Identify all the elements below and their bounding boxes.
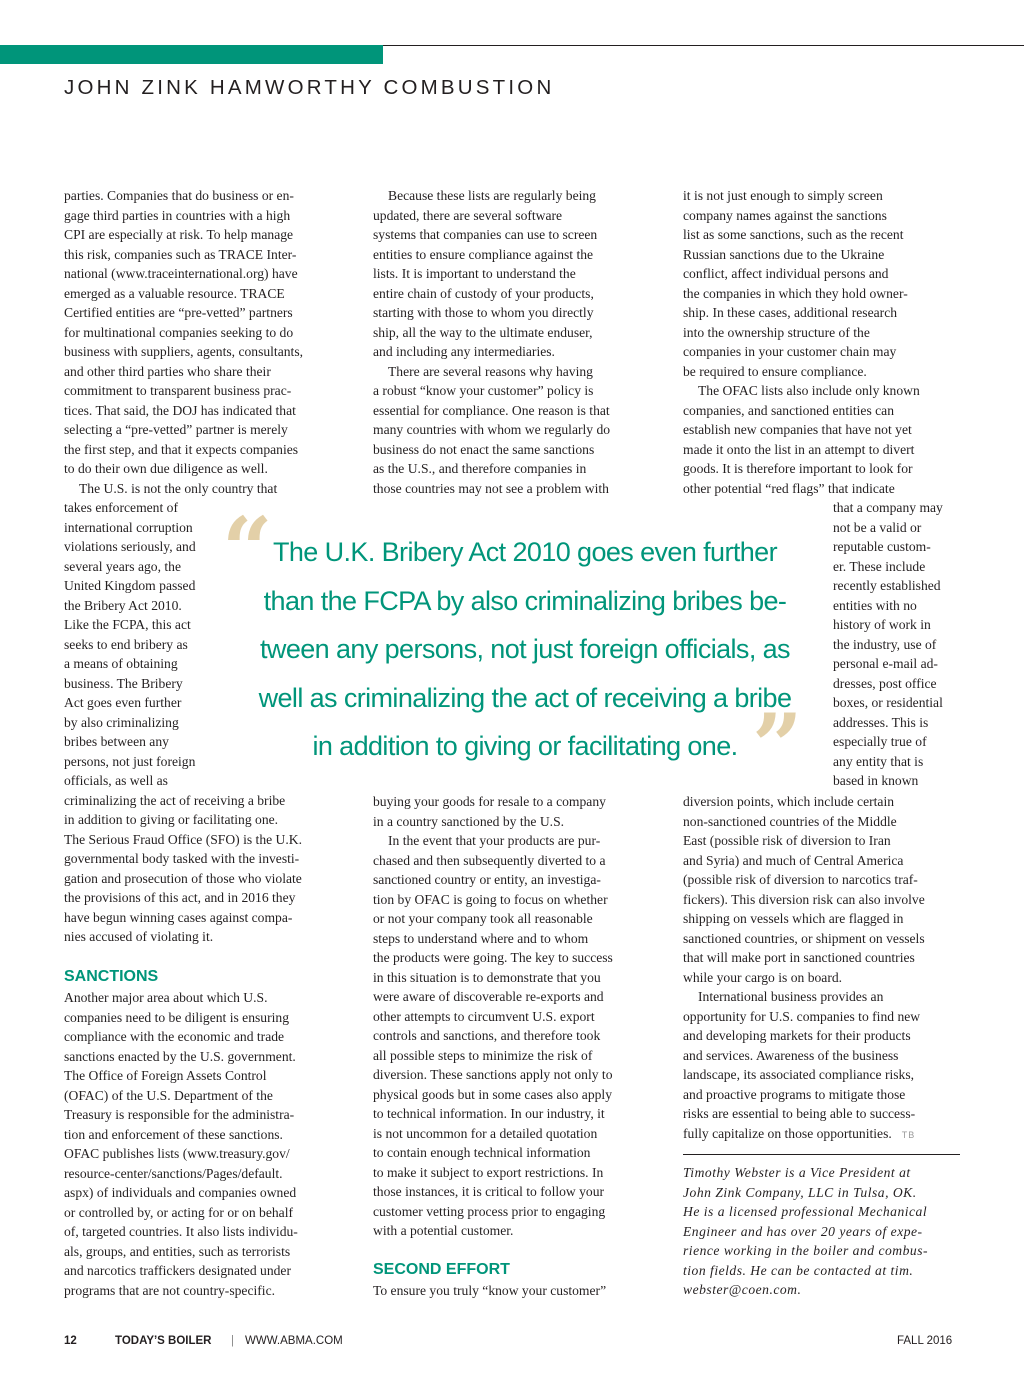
text-line: United Kingdom passed [64, 578, 196, 593]
text-line: The OFAC lists also include only known [698, 383, 920, 398]
text-line: governmental body tasked with the investi- [64, 851, 300, 866]
text-line: Engineer and has over 20 years of expe- [683, 1223, 923, 1239]
text-line: East (possible risk of diversion to Iran [683, 833, 891, 848]
text-line: Certified entities are “pre-vetted” partners [64, 305, 293, 320]
text-line: other potential “red flags” that indicate [683, 480, 895, 496]
text-line: starting with those to whom you directly [373, 305, 594, 320]
text-line: any entity that is [833, 753, 924, 769]
text-line: have begun winning cases against compa- [64, 909, 293, 925]
header-rule [383, 45, 1024, 46]
text-line: CPI are especially at risk. To help manage [64, 227, 294, 242]
text-line: by also criminalizing [64, 714, 179, 730]
text-line: were aware of discoverable re-exports and [373, 989, 604, 1004]
text-line: non-sanctioned countries of the Middle [683, 813, 897, 829]
text-line: to do their own due diligence as well. [64, 461, 268, 476]
text-line: ship, all the way to the ultimate enduser, [373, 324, 593, 340]
text-line: those countries may not see a problem with [373, 480, 609, 496]
text-line: Act goes even further [64, 695, 182, 710]
text-line: compliance with the economic and trade [64, 1029, 285, 1044]
text-line: in this situation is to demonstrate that you [373, 969, 601, 985]
text-line: history of work in [833, 617, 931, 632]
text-line: diversion. These sanctions apply not only to [373, 1067, 613, 1082]
text-line: gage third parties in countries with a high [64, 207, 291, 223]
text-line: or controlled by, or acting for or on behalf [64, 1204, 294, 1220]
text-line: lists. It is important to understand the [373, 266, 576, 281]
text-line: essential for compliance. One reason is that [373, 402, 610, 418]
text-line: sanctioned country or entity, an investiga- [373, 872, 601, 887]
text-line: all possible steps to minimize the risk of [373, 1047, 593, 1063]
text-line: tion fields. He can be contacted at tim. [683, 1262, 914, 1278]
text-line: customer vetting process prior to engaging [373, 1203, 606, 1219]
footer-website: WWW.ABMA.COM [245, 1335, 343, 1347]
text-line: OFAC publishes lists (www.treasury.gov/ [64, 1146, 290, 1161]
text-line: boxes, or residential [833, 695, 943, 710]
text-line: chased and then subsequently diverted to a [373, 852, 606, 868]
text-line: the industry, use of [833, 636, 937, 652]
text-line: landscape, its associated compliance risks, [683, 1067, 915, 1082]
text-line: personal e-mail ad- [833, 656, 938, 671]
text-line: (OFAC) of the U.S. Department of the [64, 1087, 273, 1103]
text-line: in a country sanctioned by the U.S. [373, 813, 565, 829]
text-line: goods. It is therefore important to look for [683, 461, 913, 476]
text-line: based in known [833, 773, 919, 788]
text-line: There are several reasons why having [388, 363, 593, 379]
text-line: webster@coen.com. [683, 1282, 802, 1297]
text-line: that will make port in sanctioned countries [683, 950, 915, 965]
text-line: buying your goods for resale to a company [373, 794, 606, 809]
text-line: not be a valid or [833, 519, 922, 535]
text-line: To ensure you truly “know your customer” [373, 1283, 607, 1298]
text-line: to contain enough technical information [373, 1145, 591, 1160]
text-line: updated, there are several software [373, 207, 563, 223]
text-line: Another major area about which U.S. [64, 990, 268, 1005]
text-line: International business provides an [698, 989, 884, 1004]
text-line: Treasury is responsible for the administra- [64, 1107, 295, 1122]
footer-magazine-name: TODAY’S BOILER [115, 1335, 212, 1347]
text-line: recently established [833, 578, 941, 593]
pull-quote-line: than the FCPA by also criminalizing bribes be- [263, 585, 787, 616]
text-line: addresses. This is [833, 714, 929, 730]
text-line: The U.S. is not the only country that [79, 480, 278, 496]
text-line: emerged as a valuable resource. TRACE [64, 285, 285, 301]
text-line [683, 1124, 915, 1144]
text-line: many countries with whom we regularly do [373, 422, 611, 437]
text-line: bribes between any [64, 734, 169, 749]
text-line: He is a licensed professional Mechanical [683, 1204, 928, 1219]
page-header-title: JOHN ZINK HAMWORTHY COMBUSTION [64, 76, 555, 99]
text-line: resource-center/sanctions/Pages/default. [64, 1165, 283, 1181]
text-line: (possible risk of diversion to narcotics traf- [683, 872, 918, 887]
text-line: John Zink Company, LLC in Tulsa, OK. [683, 1184, 917, 1200]
text-line: in addition to giving or facilitating one. [64, 812, 279, 827]
text-line-content: fully capitalize on those opportunities. [683, 1125, 892, 1141]
text-line: or not your company took all reasonable [373, 911, 593, 926]
text-line: risks are essential to being able to success- [683, 1106, 916, 1121]
text-line: criminalizing the act of receiving a bribe [64, 792, 286, 808]
text-line: sanctions enacted by the U.S. government. [64, 1048, 296, 1064]
pull-quote-line: in addition to giving or facilitating one. [312, 731, 738, 761]
text-line: of, targeted countries. It also lists individu- [64, 1224, 298, 1239]
text-line: it is not just enough to simply screen [683, 188, 883, 203]
footer-page-number: 12 [64, 1335, 77, 1347]
text-line: In the event that your products are pur- [388, 833, 601, 848]
text-line: ship. In these cases, additional research [683, 305, 898, 320]
text-line: list as some sanctions, such as the recent [683, 227, 904, 242]
text-line: companies, and sanctioned entities can [683, 402, 895, 418]
text-line: and other third parties who share their [64, 363, 271, 379]
text-line: entities to ensure compliance against the [373, 246, 594, 262]
text-line: nies accused of violating it. [64, 929, 214, 944]
text-line: steps to understand where and to whom [373, 930, 589, 946]
text-line: company names against the sanctions [683, 207, 887, 223]
text-line: be required to ensure compliance. [683, 363, 867, 379]
text-line: into the ownership structure of the [683, 324, 870, 340]
text-line: is not uncommon for a detailed quotation [373, 1125, 598, 1141]
text-line: and proactive programs to mitigate those [683, 1086, 906, 1102]
text-line: programs that are not country-specific. [64, 1282, 276, 1298]
text-line: systems that companies can use to screen [373, 227, 598, 242]
bio-divider [683, 1154, 960, 1155]
text-line: to make it subject to export restrictions. In [373, 1164, 604, 1180]
pull-quote-line: tween any persons, not just foreign officials, as [260, 634, 790, 664]
text-line: the provisions of this act, and in 2016 they [64, 890, 296, 905]
text-line: with a potential customer. [373, 1223, 514, 1238]
text-line: international corruption [64, 519, 193, 535]
pull-quote-line: well as criminalizing the act of receiving a bribe [258, 682, 792, 713]
text-line: made it onto the list in an attempt to divert [683, 441, 915, 457]
text-line: a means of obtaining [64, 656, 178, 671]
text-line: fickers). This diversion risk can also involve [683, 891, 925, 907]
text-line: business do not enact the same sanctions [373, 441, 595, 457]
text-line: as the U.S., and therefore companies in [373, 461, 587, 476]
text-line: establish new companies that have not yet [683, 422, 912, 437]
text-line: the products were going. The key to success [373, 950, 613, 965]
text-line: the Bribery Act 2010. [64, 597, 182, 613]
text-line: commitment to transparent business prac- [64, 383, 292, 398]
text-line: tices. That said, the DOJ has indicated that [64, 402, 296, 418]
text-line: Because these lists are regularly being [388, 188, 596, 203]
text-line: Like the FCPA, this act [64, 617, 191, 632]
text-line: to technical information. In our industry, it [373, 1106, 605, 1121]
text-line: selecting a “pre-vetted” partner is merely [64, 422, 288, 437]
text-line: The Office of Foreign Assets Control [64, 1068, 267, 1083]
text-line: for multinational companies seeking to do [64, 324, 294, 340]
text-line: and narcotics traffickers designated under [64, 1263, 291, 1278]
text-line: this risk, companies such as TRACE Inter- [64, 246, 297, 262]
text-line: entire chain of custody of your products, [373, 285, 594, 301]
close-quote-mark: ” [752, 694, 803, 798]
text-line: entities with no [833, 597, 917, 613]
text-line: tion by OFAC is going to focus on whether [373, 891, 608, 907]
text-line: especially true of [833, 734, 927, 749]
text-line: the companies in which they hold owner- [683, 285, 908, 301]
section-heading-second-effort: SECOND EFFORT [373, 1261, 510, 1278]
text-line: and including any intermediaries. [373, 344, 555, 359]
text-line: violations seriously, and [64, 539, 196, 554]
text-line: and services. Awareness of the business [683, 1047, 899, 1063]
text-line: aspx) of individuals and companies owned [64, 1185, 297, 1200]
text-line: Timothy Webster is a Vice President at [683, 1165, 911, 1180]
text-line: parties. Companies that do business or en- [64, 188, 294, 203]
text-line: rience working in the boiler and combus- [683, 1243, 929, 1258]
text-line: and Syria) and much of Central America [683, 852, 904, 868]
text-line: physical goods but in some cases also apply [373, 1086, 612, 1102]
text-line: while your cargo is on board. [683, 969, 843, 985]
text-line: tion and enforcement of these sanctions. [64, 1126, 283, 1142]
text-line: companies in your customer chain may [683, 344, 897, 359]
text-line: conflict, affect individual persons and [683, 266, 889, 281]
header-accent-bar [0, 45, 383, 64]
text-line: persons, not just foreign [64, 753, 196, 769]
text-line: reputable custom- [833, 539, 931, 554]
text-line: and developing markets for their products [683, 1028, 911, 1043]
text-line: takes enforcement of [64, 500, 178, 515]
text-line: controls and sanctions, and therefore took [373, 1028, 601, 1043]
text-line: business. The Bribery [64, 675, 183, 691]
text-line: companies need to be diligent is ensuring [64, 1009, 290, 1025]
text-line: a robust “know your customer” policy is [373, 383, 594, 398]
text-line: officials, as well as [64, 773, 168, 788]
text-line: dresses, post office [833, 675, 937, 691]
footer-issue: FALL 2016 [897, 1335, 953, 1347]
section-heading-sanctions: SANCTIONS [64, 968, 159, 985]
pull-quote-line: The U.K. Bribery Act 2010 goes even further [273, 537, 777, 567]
text-line: shipping on vessels which are flagged in [683, 911, 904, 926]
text-line: opportunity for U.S. companies to find new [683, 1008, 921, 1024]
text-line: national (www.traceinternational.org) have [64, 266, 298, 281]
text-line: those instances, it is critical to follow your [373, 1184, 605, 1199]
text-line: gation and prosecution of those who violate [64, 870, 302, 886]
text-line: other attempts to circumvent U.S. export [373, 1008, 595, 1024]
text-line: diversion points, which include certain [683, 794, 895, 809]
text-line: er. These include [833, 558, 926, 574]
text-line: seeks to end bribery as [64, 636, 188, 652]
text-line: als, groups, and entities, such as terrorists [64, 1243, 291, 1259]
text-line: the first step, and that it expects companies [64, 441, 299, 457]
text-line: sanctioned countries, or shipment on vessels [683, 930, 925, 946]
footer-separator: | [231, 1335, 234, 1347]
text-line: that a company may [833, 500, 943, 515]
open-quote-mark: “ [222, 497, 273, 601]
text-line: The Serious Fraud Office (SFO) is the U.K. [64, 831, 302, 847]
text-line: Russian sanctions due to the Ukraine [683, 246, 885, 262]
text-line: several years ago, the [64, 558, 182, 574]
end-mark: TB [901, 1129, 916, 1140]
text-line: business with suppliers, agents, consultants, [64, 344, 304, 359]
